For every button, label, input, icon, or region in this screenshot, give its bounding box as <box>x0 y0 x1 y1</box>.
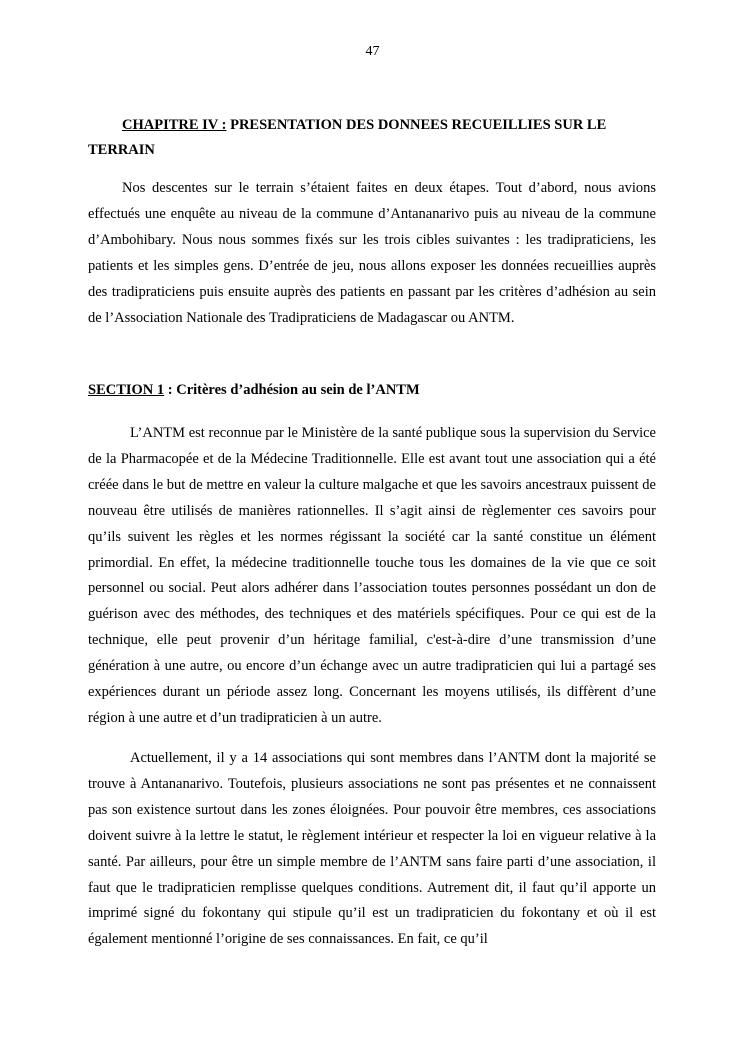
associations-paragraph: Actuellement, il y a 14 associations qui sont membres dans l’ANTM dont la majorité se trouve à Antananarivo. Toutefois, plusieurs associations ne sont pas présentes et ne connaissent pas son existence surtout dans les zones éloignées. Pour pouvoir être membres, ces associations doivent suivre à la lettre le statut, le règlement intérieur et respecter la loi en vigueur relative à la santé. Par ailleurs, pour être un simple membre de l’ANTM sans faire parti d’une association, il faut que le tradipraticien remplisse quelques conditions. Autrement dit, il faut qu’il apporte un imprimé signé du fokontany qui stipule qu’il est un tradipraticien du fokontany et où il est également mentionné l’origine de ses connaissances. En fait, ce qu’il <box>88 750 656 948</box>
section-title: : Critères d’adhésion au sein de l’ANTM <box>164 382 420 398</box>
antm-description-paragraph: L’ANTM est reconnue par le Ministère de la santé publique sous la supervision du Service de la Pharmacopée et de la Médecine Traditionnelle. Elle est avant tout une association qui a été créée dans le but de mettre en valeur la culture malgache et que les savoirs ancestraux puissent de nouveau être utilisés de manières rationnelles. Il s’agit ainsi de règlementer ces savoirs pour qu’ils suivent les règles et les normes régissant la société car la santé constitue un élément primordial. En effet, la médecine traditionnelle touche tous les domaines de la vie que ce soit personnel ou social. Peut alors adhérer dans l’association toutes personnes possédant un don de guérison avec des méthodes, des techniques et des matériels spécifiques. Pour ce qui est de la technique, elle peut provenir d’un héritage familial, c'est-à-dire d’une transmission d’une génération à une autre, ou encore d’un échange avec un autre tradipraticien qui lui a partagé ses expériences durant un période assez long. Concernant les moyens utilisés, ils diffèrent d’une région à une autre et d’un tradipraticien à un autre. <box>88 425 656 726</box>
page-number: 47 <box>365 44 380 59</box>
chapter-title: PRESENTATION DES DONNEES RECUEILLIES SUR LE TERRAIN <box>88 117 607 158</box>
section-label: SECTION 1 <box>88 382 165 398</box>
chapter-heading <box>88 113 658 163</box>
chapter-label: CHAPITRE IV : <box>122 117 227 133</box>
section-heading <box>88 378 656 403</box>
intro-paragraph: Nos descentes sur le terrain s’étaient faites en deux étapes. Tout d’abord, nous avions effectués une enquête au niveau de la commune d’Antananarivo puis au niveau de la commune d’Ambohibary. Nous nous sommes fixés sur les trois cibles suivantes : les tradipraticiens, les patients et les simples gens. D’entrée de jeu, nous allons exposer les données recueillies auprès des tradipraticiens puis ensuite auprès des patients en passant par les critères d’adhésion au sein de l’Association Nationale des Tradipraticiens de Madagascar ou ANTM. <box>88 180 656 326</box>
